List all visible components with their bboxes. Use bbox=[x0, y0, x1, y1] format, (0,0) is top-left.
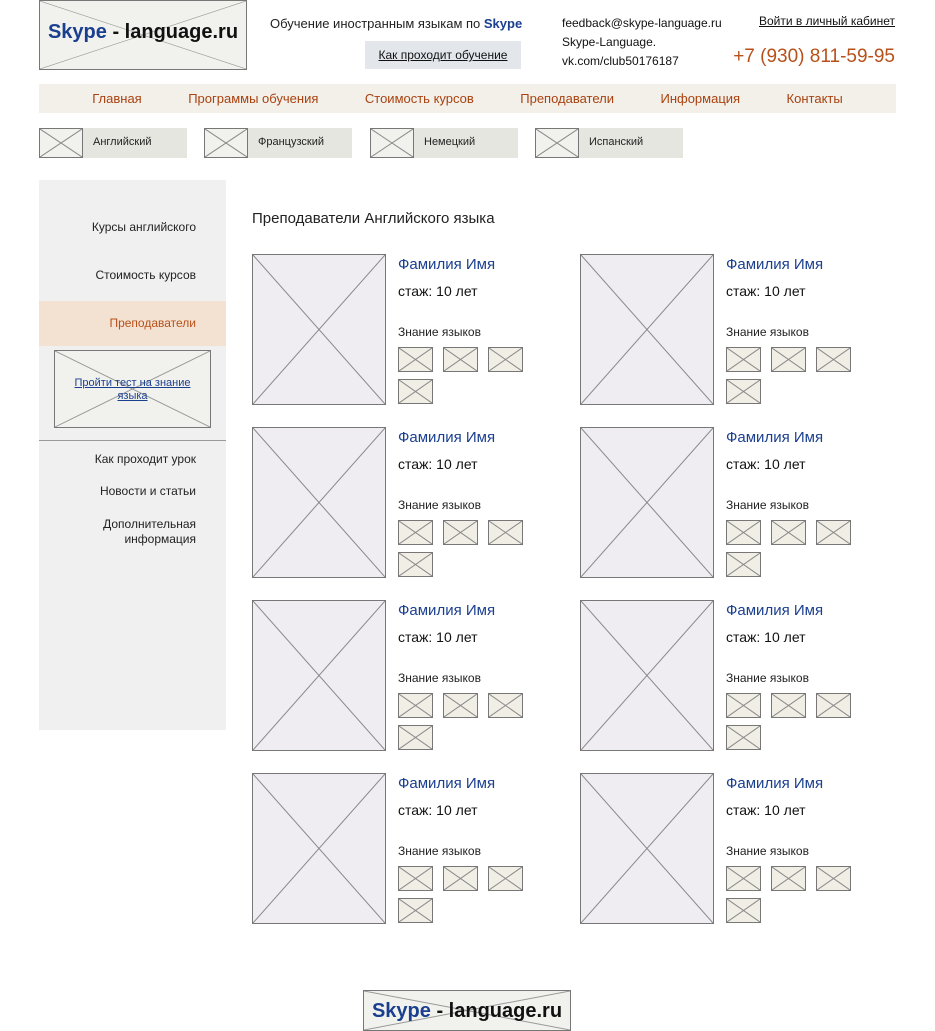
language-flag-icon bbox=[443, 866, 478, 891]
contact-email[interactable]: feedback@skype-language.ru bbox=[562, 16, 722, 30]
nav-item-contacts[interactable]: Контакты bbox=[786, 91, 843, 106]
teacher-name[interactable]: Фамилия Имя bbox=[398, 775, 496, 792]
teacher-photo[interactable] bbox=[580, 773, 714, 924]
language-tab-label: Немецкий bbox=[424, 136, 476, 148]
sidebar-item-english-courses[interactable]: Курсы английского bbox=[91, 220, 196, 234]
nav-item-teachers[interactable]: Преподаватели bbox=[520, 91, 615, 106]
teacher-photo[interactable] bbox=[252, 254, 386, 405]
languages-label: Знание языков bbox=[726, 844, 809, 858]
sidebar-item-label: Преподаватели bbox=[109, 316, 196, 330]
language-flag-icon bbox=[398, 347, 433, 372]
languages-label: Знание языков bbox=[726, 498, 809, 512]
footer-logo-brand: Skype bbox=[371, 1000, 431, 1022]
contacts bbox=[562, 14, 722, 71]
teacher-name[interactable]: Фамилия Имя bbox=[726, 256, 824, 273]
language-flag-icon bbox=[771, 693, 806, 718]
language-flag-icon bbox=[443, 520, 478, 545]
language-flag-icon bbox=[726, 347, 761, 372]
login-link[interactable]: Войти в личный кабинет bbox=[758, 14, 895, 28]
logo-brand: Skype bbox=[47, 21, 107, 43]
language-flag-icon bbox=[771, 347, 806, 372]
sidebar-item-how-lesson[interactable]: Как проходит урок bbox=[94, 452, 196, 466]
language-flag-icon bbox=[771, 866, 806, 891]
teacher-card[interactable] bbox=[580, 254, 900, 406]
language-flag-icon bbox=[816, 520, 851, 545]
sidebar-item-more-info[interactable]: Дополнительная информация bbox=[103, 517, 196, 546]
teacher-photo[interactable] bbox=[252, 600, 386, 751]
language-flag-icon bbox=[488, 693, 523, 718]
language-flag-icon bbox=[726, 520, 761, 545]
language-flag-icon bbox=[726, 866, 761, 891]
language-tab-label: Французский bbox=[258, 136, 324, 148]
language-flag-icon bbox=[398, 866, 433, 891]
teacher-name[interactable]: Фамилия Имя bbox=[398, 256, 496, 273]
nav-item-home[interactable]: Главная bbox=[92, 91, 142, 106]
teacher-photo[interactable] bbox=[580, 600, 714, 751]
teacher-experience: стаж: 10 лет bbox=[398, 802, 478, 818]
language-flag-icon bbox=[488, 347, 523, 372]
top-nav bbox=[39, 84, 896, 113]
flag-icon bbox=[39, 128, 83, 158]
language-flag-icon bbox=[771, 520, 806, 545]
language-flag-icon bbox=[488, 520, 523, 545]
teacher-photo[interactable] bbox=[580, 427, 714, 578]
teacher-photo[interactable] bbox=[252, 427, 386, 578]
teacher-card[interactable] bbox=[252, 773, 572, 925]
language-flag-icon bbox=[726, 693, 761, 718]
language-flag-icon bbox=[726, 898, 761, 923]
language-flag-icon bbox=[398, 552, 433, 577]
language-tab-label: Испанский bbox=[589, 136, 644, 148]
language-flag-icon bbox=[398, 379, 433, 404]
teacher-card[interactable] bbox=[252, 254, 572, 406]
languages-label: Знание языков bbox=[726, 671, 809, 685]
languages-label: Знание языков bbox=[398, 671, 481, 685]
how-learning-works-button[interactable]: Как проходит обучение bbox=[365, 41, 521, 69]
teacher-experience: стаж: 10 лет bbox=[726, 456, 806, 472]
teacher-experience: стаж: 10 лет bbox=[398, 456, 478, 472]
language-flag-icon bbox=[398, 725, 433, 750]
language-flag-icon bbox=[398, 520, 433, 545]
language-test-banner[interactable] bbox=[54, 350, 211, 428]
language-flag-icon bbox=[398, 693, 433, 718]
footer-logo-domain: - language.ru bbox=[430, 1000, 563, 1022]
teacher-card[interactable] bbox=[580, 600, 900, 752]
languages-label: Знание языков bbox=[726, 325, 809, 339]
teacher-card[interactable] bbox=[580, 427, 900, 579]
language-flag-icon bbox=[488, 866, 523, 891]
language-tab-spanish[interactable] bbox=[535, 128, 683, 158]
language-flag-icon bbox=[443, 693, 478, 718]
teacher-photo[interactable] bbox=[252, 773, 386, 924]
teacher-experience: стаж: 10 лет bbox=[398, 283, 478, 299]
teacher-name[interactable]: Фамилия Имя bbox=[726, 775, 824, 792]
teacher-photo[interactable] bbox=[580, 254, 714, 405]
languages-label: Знание языков bbox=[398, 325, 481, 339]
language-flag-icon bbox=[816, 347, 851, 372]
languages-label: Знание языков bbox=[398, 844, 481, 858]
language-flag-icon bbox=[816, 693, 851, 718]
page-title: Преподаватели Английского языка bbox=[252, 210, 495, 227]
teacher-name[interactable]: Фамилия Имя bbox=[726, 429, 824, 446]
teacher-experience: стаж: 10 лет bbox=[398, 629, 478, 645]
language-flag-icon bbox=[726, 725, 761, 750]
teacher-card[interactable] bbox=[252, 600, 572, 752]
language-flag-icon bbox=[726, 552, 761, 577]
flag-icon bbox=[370, 128, 414, 158]
footer-logo[interactable] bbox=[363, 990, 571, 1031]
sidebar-item-news[interactable]: Новости и статьи bbox=[99, 484, 196, 498]
sidebar-item-prices[interactable]: Стоимость курсов bbox=[95, 268, 196, 282]
nav-item-info[interactable]: Информация bbox=[660, 91, 741, 106]
language-test-link[interactable]: Пройти тест на знание языка bbox=[74, 377, 191, 402]
language-flag-icon bbox=[816, 866, 851, 891]
logo-domain: - language.ru bbox=[106, 21, 239, 43]
nav-item-programs[interactable]: Программы обучения bbox=[188, 91, 319, 106]
sidebar-divider bbox=[39, 440, 226, 441]
flag-icon bbox=[535, 128, 579, 158]
logo[interactable] bbox=[39, 0, 247, 70]
teacher-experience: стаж: 10 лет bbox=[726, 802, 806, 818]
teacher-card[interactable] bbox=[252, 427, 572, 579]
languages-label: Знание языков bbox=[398, 498, 481, 512]
flag-icon bbox=[204, 128, 248, 158]
tagline bbox=[270, 16, 522, 31]
teacher-name[interactable]: Фамилия Имя bbox=[726, 602, 824, 619]
language-tab-german[interactable] bbox=[370, 128, 518, 158]
sidebar bbox=[39, 180, 226, 730]
language-flag-icon bbox=[398, 898, 433, 923]
tagline-brand: Skype bbox=[483, 16, 523, 31]
contact-skype: Skype-Language. bbox=[562, 35, 657, 49]
teacher-name[interactable]: Фамилия Имя bbox=[398, 429, 496, 446]
teacher-experience: стаж: 10 лет bbox=[726, 629, 806, 645]
teacher-name[interactable]: Фамилия Имя bbox=[398, 602, 496, 619]
language-flag-icon bbox=[726, 379, 761, 404]
phone-number: +7 (930) 811-59-95 bbox=[733, 46, 895, 67]
teacher-card[interactable] bbox=[580, 773, 900, 925]
language-tab-french[interactable] bbox=[204, 128, 352, 158]
language-flag-icon bbox=[443, 347, 478, 372]
nav-item-prices[interactable]: Стоимость курсов bbox=[364, 91, 474, 106]
footer-logo-text bbox=[364, 1000, 570, 1023]
teacher-experience: стаж: 10 лет bbox=[726, 283, 806, 299]
tagline-text: Обучение иностранным языкам по bbox=[270, 16, 484, 31]
language-tab-english[interactable] bbox=[39, 128, 187, 158]
logo-text bbox=[40, 21, 246, 44]
language-tab-label: Английский bbox=[93, 136, 152, 148]
sidebar-item-teachers[interactable] bbox=[39, 301, 226, 346]
contact-vk[interactable]: vk.com/club50176187 bbox=[562, 54, 679, 68]
